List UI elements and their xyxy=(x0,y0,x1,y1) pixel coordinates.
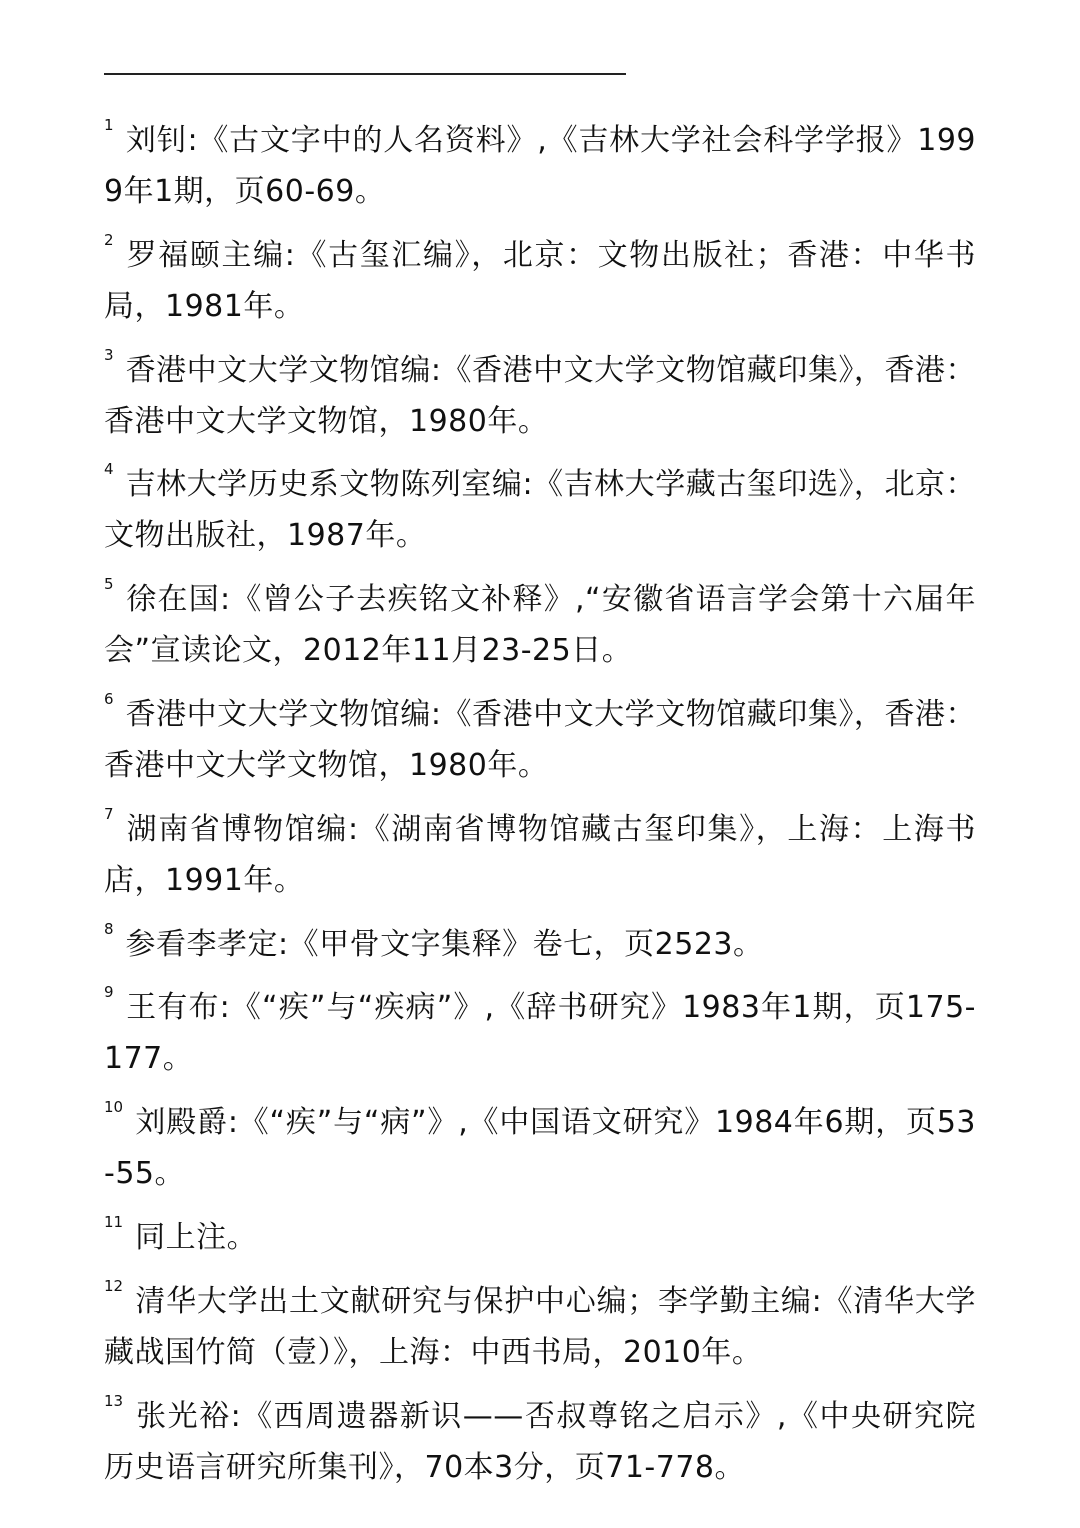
footnote-number: 6 xyxy=(104,689,114,708)
footnote-text: 王有布:《“疾”与“疾病”》,《辞书研究》1983年1期，页175-177。 xyxy=(104,990,976,1077)
footnote-text: 刘钊:《古文字中的人名资料》,《吉林大学社会科学学报》1999年1期，页60-69。 xyxy=(104,123,976,209)
footnote-number: 2 xyxy=(104,230,114,249)
footnote-number: 9 xyxy=(104,983,114,1002)
footnote-text: 香港中文大学文物馆编:《香港中文大学文物馆藏印集》，香港：香港中文大学文物馆，1980年。 xyxy=(104,696,976,783)
footnote-number: 4 xyxy=(104,460,114,479)
footnote-number: 8 xyxy=(104,919,114,938)
footnote-text: 同上注。 xyxy=(135,1219,258,1255)
footnote-number: 1 xyxy=(104,116,114,134)
footnote-9 xyxy=(104,982,976,1084)
footnote-separator xyxy=(104,73,626,75)
footnote-2 xyxy=(104,230,976,332)
footnote-text: 吉林大学历史系文物陈列室编:《吉林大学藏古玺印选》，北京：文物出版社，1987年。 xyxy=(104,467,976,554)
footnote-13 xyxy=(104,1391,976,1493)
footnote-number: 5 xyxy=(104,575,114,594)
footnote-number: 12 xyxy=(104,1276,124,1295)
footnote-text: 刘殿爵:《“疾”与“病”》,《中国语文研究》1984年6期，页53-55。 xyxy=(104,1105,976,1192)
footnote-text: 罗福颐主编:《古玺汇编》，北京：文物出版社；香港：中华书局，1981年。 xyxy=(104,237,976,324)
footnote-number: 3 xyxy=(104,345,114,364)
footnote-text: 参看李孝定:《甲骨文字集释》卷七，页2523。 xyxy=(125,926,764,962)
footnote-6 xyxy=(104,689,976,791)
footnote-list xyxy=(104,115,976,1505)
footnote-number: 7 xyxy=(104,804,114,823)
footnote-text: 清华大学出土文献研究与保护中心编；李学勤主编:《清华大学藏战国竹简（壹）》，上海：中西书局，2010年。 xyxy=(104,1283,976,1370)
footnote-text: 湖南省博物馆编:《湖南省博物馆藏古玺印集》，上海：上海书店，1991年。 xyxy=(104,811,976,898)
footnote-5 xyxy=(104,574,976,676)
footnote-3 xyxy=(104,345,976,447)
footnote-7 xyxy=(104,804,976,906)
footnote-10 xyxy=(104,1097,976,1199)
footnote-number: 11 xyxy=(104,1212,124,1231)
footnote-12 xyxy=(104,1276,976,1378)
footnote-4 xyxy=(104,459,976,561)
footnote-number: 10 xyxy=(104,1098,124,1117)
footnote-text: 徐在国:《曾公子去疾铭文补释》,“安徽省语言学会第十六届年会”宣读论文，2012年11月23-25日。 xyxy=(104,582,976,669)
footnote-text: 香港中文大学文物馆编:《香港中文大学文物馆藏印集》，香港：香港中文大学文物馆，1980年。 xyxy=(104,352,976,439)
footnote-1 xyxy=(104,115,976,217)
footnote-text: 张光裕:《西周遗器新识——否叔尊铭之启示》,《中央研究院历史语言研究所集刊》，70本3分，页71-778。 xyxy=(104,1398,976,1485)
footnote-number: 13 xyxy=(104,1391,124,1410)
footnote-11 xyxy=(104,1212,976,1263)
footnote-8 xyxy=(104,919,976,970)
